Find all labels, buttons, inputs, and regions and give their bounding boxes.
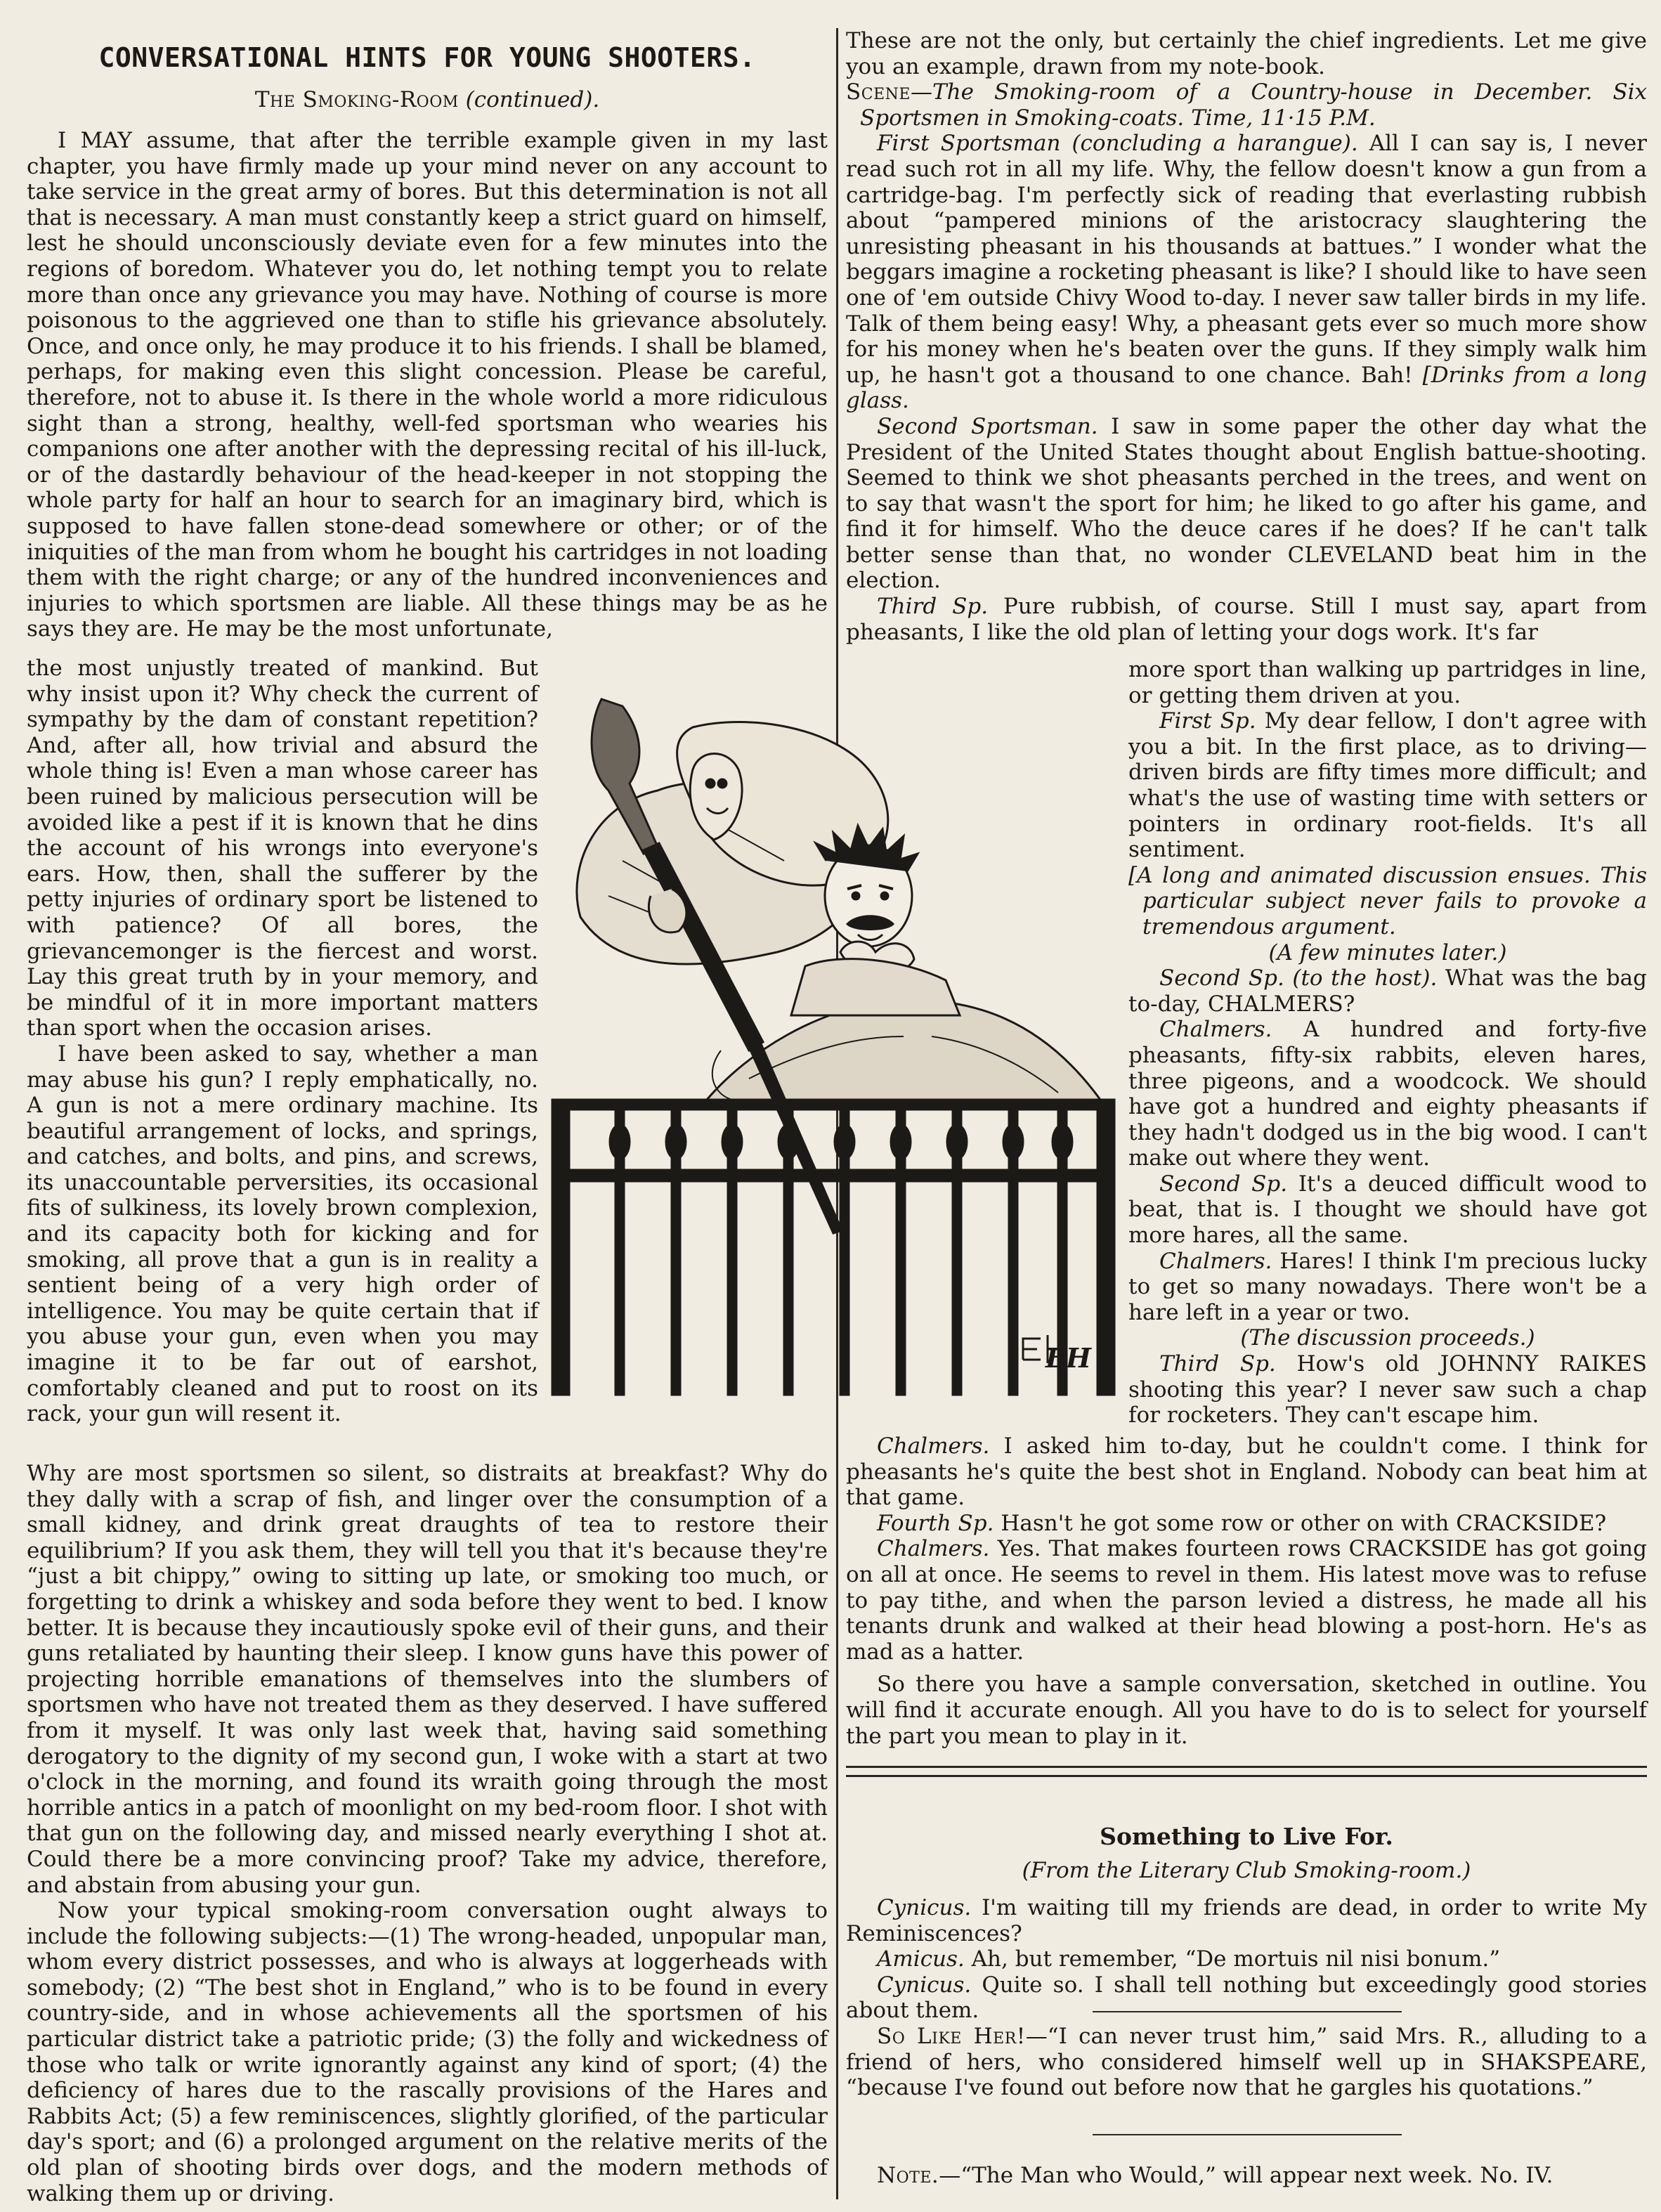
stage-direction: (A few minutes later.) bbox=[1268, 939, 1507, 965]
speaker: Cynicus. bbox=[877, 1895, 972, 1920]
dialogue-line bbox=[846, 414, 1647, 594]
dialogue-text: Hasn't he got some row or other on with CRACKSIDE? bbox=[1001, 1510, 1607, 1536]
dialogue-line bbox=[846, 131, 1647, 414]
subtitle-note: (continued). bbox=[465, 87, 600, 112]
article-subtitle bbox=[27, 87, 828, 112]
left-text-block-3 bbox=[27, 1461, 828, 2206]
paragraph: These are not the only, but certainly the chief ingredients. Let me give you an example, drawn from my note-book. bbox=[846, 28, 1647, 79]
speaker: Chalmers. bbox=[1159, 1017, 1272, 1043]
speaker: Third Sp. bbox=[1159, 1351, 1276, 1377]
speaker: Third Sp. bbox=[877, 594, 989, 620]
paragraph: I have been asked to say, whether a man may abuse his gun? I reply emphatically, no. A gun is not a mere ordinary machine. Its beautiful arrangement of locks, and springs, and catches, and bolts, and pins, and screws, its unaccountable perversities, its occasional fits of sulkiness, its lovely brown complexion, and its capacity both for kicking and for smoking, all prove that a gun is in reality a sentient being of a very high order of intelligence. You may be quite certain that if you abuse your gun, even when you may imagine it to be far out of earshot, comfortably cleaned and put to roost on its rack, your gun will resent it. bbox=[27, 1041, 538, 1427]
right-text-block-1 bbox=[846, 28, 1647, 645]
dialogue-line bbox=[846, 1536, 1647, 1665]
dialogue-line bbox=[1128, 1249, 1647, 1326]
something-block bbox=[846, 1895, 1647, 2024]
subtitle-name: The Smoking-Room bbox=[254, 87, 459, 112]
dialogue-text: Yes. That makes fourteen rows CRACKSIDE has got going on all at once. He seems to revel in them. His latest move was to refuse to pay tithe, and when the parson levied a distress, he made all his tenants drunk and walked at their head blowing a post-horn. He's as mad as a hatter. bbox=[846, 1536, 1647, 1665]
scene-label: Scene bbox=[846, 79, 911, 105]
scene-text: —The Smoking-room of a Country-house in December. Six Sportsmen in Smoking-coats. Time, 11·15 P.M. bbox=[860, 79, 1647, 131]
speaker: Chalmers. bbox=[877, 1433, 990, 1459]
speaker: First Sportsman bbox=[877, 131, 1061, 157]
dialogue-text: Hares! I think I'm precious lucky to get so many nowadays. There won't be a hare left in a year or two. bbox=[1128, 1248, 1647, 1325]
dialogue-line bbox=[846, 1972, 1647, 2024]
dialogue-line bbox=[846, 1433, 1647, 1511]
left-text-block-2 bbox=[27, 656, 538, 1427]
paragraph bbox=[846, 2163, 1647, 2189]
dialogue-text: Pure rubbish, of course. Still I must say, apart from pheasants, I like the old plan of letting your dogs work. It's far bbox=[846, 594, 1648, 645]
paragraph-text: —“I can never trust him,” said Mrs. R., alluding to a friend of hers, who considered himself well up in SHAKSPEARE, “because I've found out before now that he gargles his quotations.” bbox=[846, 2024, 1647, 2101]
lead-in: Note. bbox=[877, 2163, 939, 2188]
dialogue-text: All I can say is, I never read such rot in all my life. Why, the fellow doesn't know a gun from a cartridge-bag. I'm perfectly sick of reading that everlasting rubbish about “pampered minions of the aristocracy slaughtering the unresisting pheasant in his thousands at battues.” I wonder what the beggars imagine a rocketing pheasant is like? I should like to have seen one of 'em outside Chivy Wood to-day. I never saw taller birds in my life. Talk of them being easy! Why, a pheasant gets ever so much more show for his money when he's beaten over the guns. If they simply walk him up, he hasn't got a thousand to one chance. Bah! bbox=[846, 131, 1647, 388]
speaker: Amicus. bbox=[877, 1946, 965, 1972]
dialogue-line bbox=[1128, 1017, 1647, 1171]
stage-direction-center bbox=[1128, 1325, 1647, 1351]
dialogue-line bbox=[846, 1895, 1647, 1946]
stage-direction: [A long and animated discussion ensues. This particular subject never fails to provoke a tremendous argument. bbox=[1128, 862, 1647, 939]
dialogue-text: I'm waiting till my friends are dead, in order to write My Reminiscences? bbox=[846, 1895, 1647, 1946]
paragraph: I MAY assume, that after the terrible example given in my last chapter, you have firmly made up your mind never on any account to take service in the great army of bores. But this determination is not all that is necessary. A man must constantly keep a strict guard on himself, lest he should unconsciously deviate even for a few minutes into the regions of boredom. Whatever you do, let nothing tempt you to relate more than once any grievance you may have. Nothing of course is more poisonous to the aggrieved one than to stifle his grievance absolutely. Once, and once only, he may produce it to his friends. I shall be blamed, perhaps, for making even this slight concession. Please be careful, therefore, not to abuse it. Is there in the whole world a more ridiculous sight than a strong, healthy, well-fed sportsman who wearies his companions one after another with the depressing recital of his ill-luck, or of the dastardly behaviour of the head-keeper in not stopping the whole party for half an hour to search for an imaginary bird, which is supposed to have fallen stone-dead somewhere or other; or of the iniquities of the man from whom he bought his cartridges in not loading them with the right charge; or any of the hundred inconveniences and injuries to which sportsmen are liable. All these things may be as he says they are. He may be the most unfortunate, bbox=[27, 128, 828, 642]
subtitle-text: (From the Literary Club Smoking-room.) bbox=[1022, 1858, 1471, 1883]
paragraph: Now your typical smoking-room conversation ought always to include the following subjects:—(1) The wrong-headed, unpopular man, whom every district possesses, and who is always at loggerheads with somebody; (2) “The best shot in England,” who is to be found in every country-side, and in whose achievements all the sportsmen of his particular district take a patriotic pride; (3) the folly and wickedness of those who talk or write ignorantly against any kind of sport; (4) the deficiency of hares due to the rascally provisions of the Hares and Rabbits Act; (5) a few reminiscences, slightly glorified, of the particular day's sport; and (6) a prolonged argument on the relative merits of the old plan of shooting birds over dogs, and the modern methods of walking them up or driving. bbox=[27, 1898, 828, 2206]
dialogue-text: Quite so. I shall tell nothing but exceedingly good stories about them. bbox=[846, 1972, 1647, 2024]
stage-direction: (to the host). bbox=[1292, 965, 1438, 991]
paragraph-text: —“The Man who Would,” will appear next week. No. IV. bbox=[939, 2163, 1553, 2188]
lead-in: So Like Her! bbox=[877, 2024, 1026, 2049]
stage-direction: [Drinks from a long glass. bbox=[846, 362, 1648, 414]
illustration-signature: EH bbox=[1046, 1342, 1091, 1374]
dialogue-line bbox=[1128, 708, 1647, 863]
left-text-block-1 bbox=[27, 128, 828, 642]
dialogue-text: What was the bag to-day, CHALMERS? bbox=[1128, 965, 1647, 1017]
paragraph bbox=[846, 2024, 1647, 2101]
dialogue-text: I asked him to-day, but he couldn't come. I think for pheasants he's quite the best shot in England. Nobody can beat him at that game. bbox=[846, 1433, 1648, 1511]
paragraph: the most unjustly treated of mankind. But why insist upon it? Why check the current of sympathy by the dam of constant repetition? And, after all, how trivial and absurd the whole thing is! Even a man whose career has been ruined by malicious persecution will be avoided like a pest if it is known that he dins the account of his wrongs into everyone's ears. How, then, shall the sufferer by the petty injuries of ordinary sport be listened to with patience? Of all bores, the grievancemonger is the fiercest and worst. Lay this great truth by in your memory, and be mindful of it in more important matters than sport when the occasion arises. bbox=[27, 656, 538, 1041]
paragraph: So there you have a sample conversation, sketched in outline. You will find it accurate enough. All you have to do is to select for yourself the part you mean to play in it. bbox=[846, 1672, 1647, 1749]
section-subtitle bbox=[846, 1858, 1647, 1884]
speaker: Fourth Sp. bbox=[877, 1510, 994, 1536]
dialogue-line bbox=[1128, 1171, 1647, 1249]
dialogue-text: I saw in some paper the other day what the President of the United States thought about English battue-shooting. Seemed to think we shot pheasants perched in the trees, and went on to say that wasn't the sport for him; he liked to go after his game, and find it for himself. Who the deuce cares if he does? If he can't talk better sense than that, no wonder CLEVELAND beat him in the election. bbox=[846, 413, 1647, 594]
speaker: Chalmers. bbox=[1159, 1248, 1272, 1274]
speaker: Second Sp. bbox=[1159, 965, 1284, 991]
dialogue-text: How's old JOHNNY RAIKES shooting this year? I never saw such a chap for rocketers. They can't escape him. bbox=[1128, 1351, 1647, 1429]
dialogue-line bbox=[846, 594, 1647, 645]
dialogue-text: Ah, but remember, “De mortuis nil nisi bonum.” bbox=[971, 1946, 1501, 1972]
stage-direction: (The discussion proceeds.) bbox=[1240, 1325, 1535, 1351]
right-text-block-3 bbox=[846, 1433, 1647, 1749]
dialogue-line bbox=[846, 1511, 1647, 1537]
double-rule bbox=[846, 1766, 1647, 1777]
dialogue-text: A hundred and forty-five pheasants, fifty-six rabbits, eleven hares, three pigeons, and a woodcock. We should have got a hundred and eighty pheasants if they hadn't dodged us in the big wood. I can't make out where they went. bbox=[1128, 1017, 1647, 1171]
section-title: Something to Live For. bbox=[1100, 1823, 1393, 1850]
right-text-block-2 bbox=[1128, 657, 1647, 1429]
so-like-her-block bbox=[846, 2024, 1647, 2101]
stage-direction: (concluding a harangue). bbox=[1071, 131, 1358, 157]
dialogue-line bbox=[1128, 1351, 1647, 1429]
speaker: Second Sportsman. bbox=[877, 413, 1098, 439]
gun-wraith-illustration bbox=[538, 685, 1128, 1398]
stage-direction-block bbox=[1128, 863, 1647, 940]
speaker: Cynicus. bbox=[877, 1972, 972, 1998]
paragraph: Why are most sportsmen so silent, so distraits at breakfast? Why do they dally with a scrap of fish, and linger over the consumption of a small kidney, and drink great draughts of tea to restore their equilibrium? If you ask them, they will tell you that it's because they're “just a bit chippy,” owing to sitting up late, or smoking too much, or forgetting to drink a whiskey and soda before they went to bed. I know better. It is because they incautiously spoke evil of their guns, and their guns retaliated by haunting their sleep. I know guns have this power of projecting horrible emanations of themselves into the slumbers of sportsmen who have not treated them as they deserved. I have suffered from it myself. It was only last week that, having said something derogatory to the dignity of my second gun, I woke with a start at two o'clock in the morning, and found its wraith going through the most horrible antics in a patch of moonlight on my bed-room floor. I shot with that gun on the following day, and missed nearly everything I shot at. Could there be a more convincing proof? Take my advice, therefore, and abstain from abusing your gun. bbox=[27, 1461, 828, 1898]
dialogue-text: It's a deuced difficult wood to beat, that is. I thought we should have got more hares, all the same. bbox=[1128, 1171, 1647, 1249]
article-title: CONVERSATIONAL HINTS FOR YOUNG SHOOTERS. bbox=[98, 42, 756, 73]
short-rule bbox=[1093, 2011, 1402, 2012]
note-block bbox=[846, 2163, 1647, 2189]
stage-direction-center bbox=[1128, 940, 1647, 966]
short-rule bbox=[1093, 2134, 1402, 2135]
dialogue-line bbox=[846, 1946, 1647, 1972]
scene-paragraph bbox=[846, 79, 1647, 131]
speaker: Second Sp. bbox=[1159, 1171, 1288, 1197]
dialogue-text: My dear fellow, I don't agree with you a bit. In the first place, as to driving—driven birds are fifty times more difficult; and what's the use of wasting time with setters or pointers in ordinary root-fields. It's all sentiment. bbox=[1128, 708, 1647, 863]
dialogue-line: more sport than walking up partridges in line, or getting them driven at you. bbox=[1128, 657, 1647, 708]
speaker: Chalmers. bbox=[877, 1536, 990, 1562]
speaker: First Sp. bbox=[1159, 708, 1256, 734]
dialogue-line bbox=[1128, 965, 1647, 1017]
